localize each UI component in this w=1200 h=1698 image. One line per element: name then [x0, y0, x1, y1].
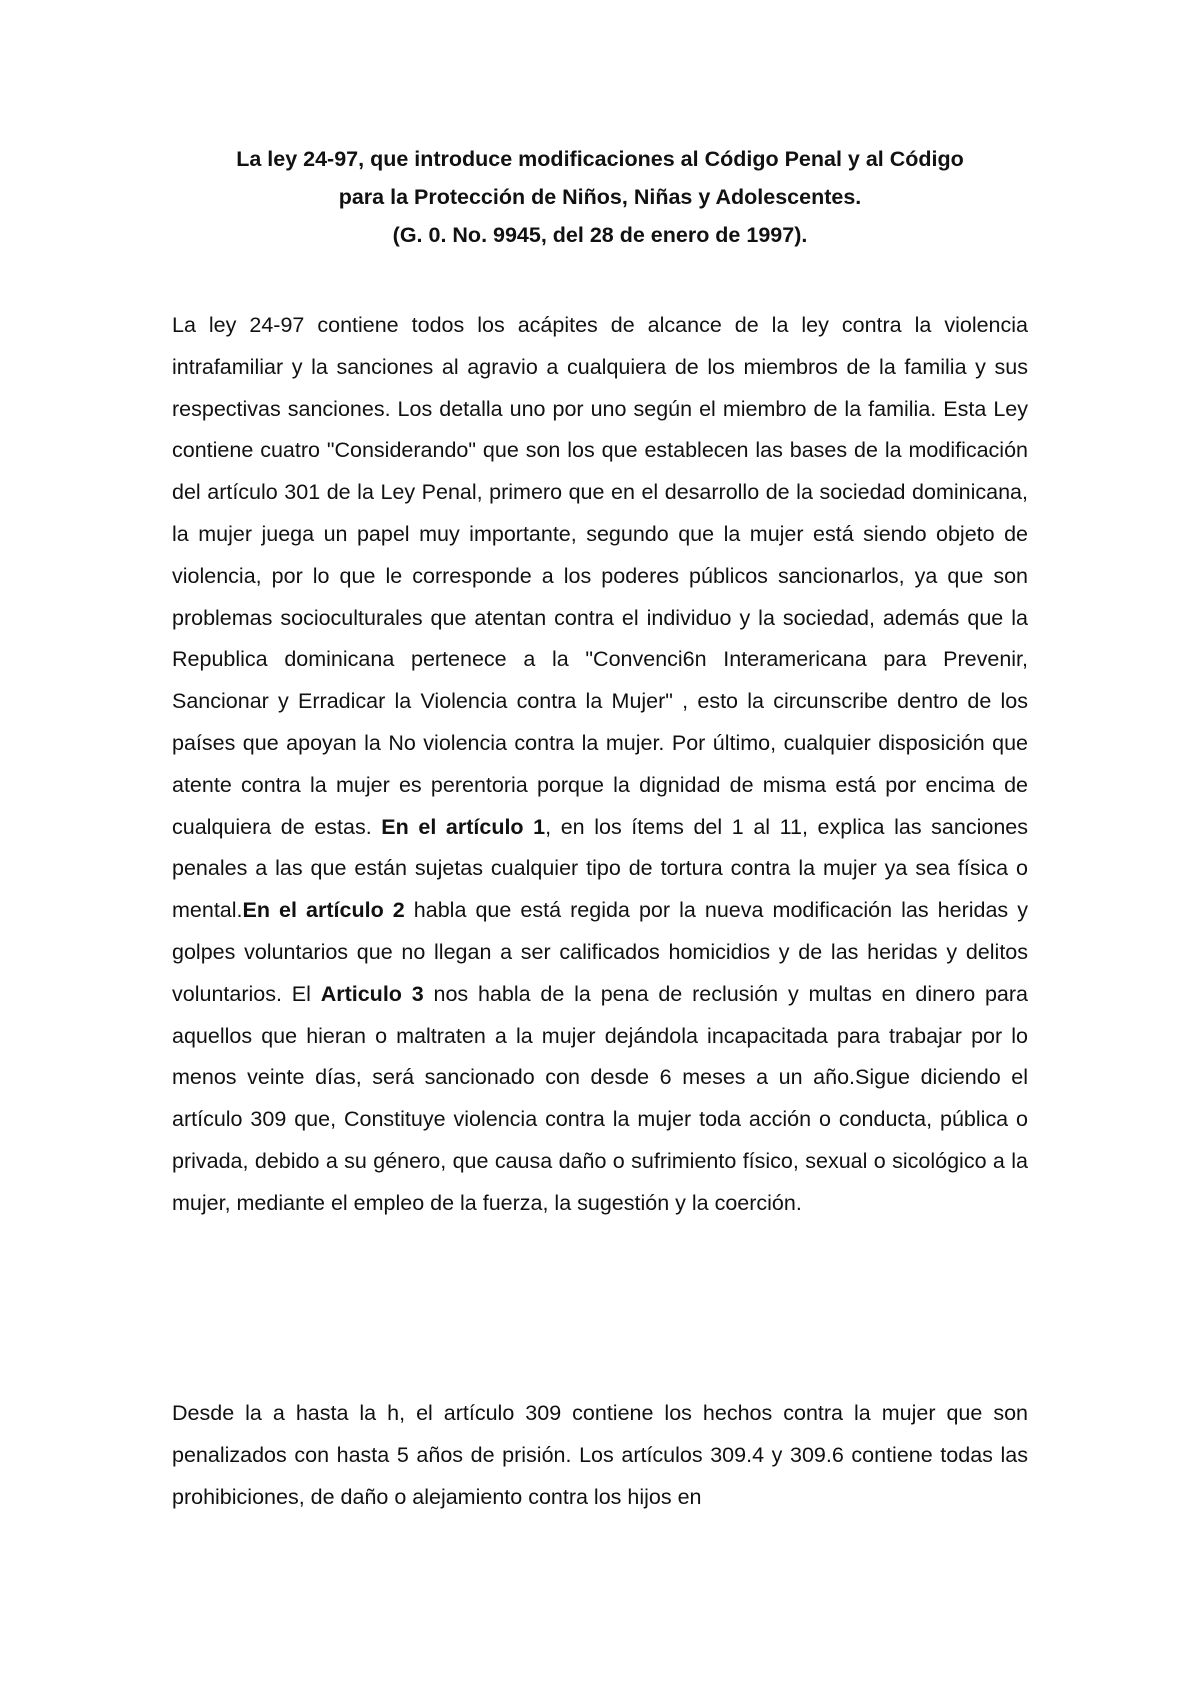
title-line-1: La ley 24-97, que introduce modificaciones al Código Penal y al Código	[236, 147, 964, 171]
paragraph-1-text	[172, 305, 1028, 1225]
bold-article-1: En el artículo 1	[381, 814, 546, 839]
paragraph-1-segment-2: , en los ítems del 1 al 11, explica las sanciones penales a las que están sujetas cualquier tipo de tortura contra la mujer ya sea física o mental.	[172, 814, 1028, 923]
paragraph-2-text: Desde la a hasta la h, el artículo 309 contiene los hechos contra la mujer que son penalizados con hasta 5 años de prisión. Los artículos 309.4 y 309.6 contiene todas las prohibiciones, de daño o alejamiento contra los hijos en	[172, 1401, 1028, 1509]
paragraph-1-segment-3: habla que está regida por la nueva modificación las heridas y golpes voluntarios que no llegan a ser calificados homicidios y de las heridas y delitos voluntarios. El	[172, 898, 1028, 1006]
paragraph-1-segment-4: nos habla de la pena de reclusión y multas en dinero para aquellos que hieran o maltraten a la mujer dejándola incapacitada para trabajar por lo menos veinte días, será sancionado con desde 6 meses a un año.Sigue diciendo el artículo 309 que, Constituye violencia contra la mujer toda acción o conducta, pública o privada, debido a su género, que causa daño o sufrimiento físico, sexual o sicológico a la mujer, mediante el empleo de la fuerza, la sugestión y la coerción.	[172, 981, 1028, 1215]
body-paragraph-1	[172, 305, 1028, 1225]
paragraph-1-segment-1: La ley 24-97 contiene todos los acápites de alcance de la ley contra la violencia intrafamiliar y la sanciones al agravio a cualquiera de los miembros de la familia y sus respectivas sanciones. Los detalla uno por uno según el miembro de la familia. Esta Ley contiene cuatro "Considerando" que son los que establecen las bases de la modificación del artículo 301 de la Ley Penal, primero que en el desarrollo de la sociedad dominicana, la mujer juega un papel muy importante, segundo que la mujer está siendo objeto de violencia, por lo que le corresponde a los poderes públicos sancionarlos, ya que son problemas socioculturales que atentan contra el individuo y la sociedad, además que la Republica dominicana pertenece a la "Convenci6n Interamericana para Prevenir, Sancionar y Erradicar la Violencia contra la Mujer" , esto la circunscribe dentro de los países que apoyan la No violencia contra la mujer. Por último, cualquier disposición que atente contra la mujer es perentoria porque la dignidad de misma está por encima de cualquiera de estas.	[172, 313, 1028, 839]
title-line-2: para la Protección de Niños, Niñas y Adolescentes.	[338, 185, 862, 209]
document-title	[170, 140, 1030, 254]
body-paragraph-2	[172, 1393, 1028, 1518]
bold-article-3: Articulo 3	[320, 981, 424, 1006]
title-line-3: (G. 0. No. 9945, del 28 de enero de 1997).	[392, 223, 808, 247]
bold-article-2: En el artículo 2	[242, 898, 405, 923]
